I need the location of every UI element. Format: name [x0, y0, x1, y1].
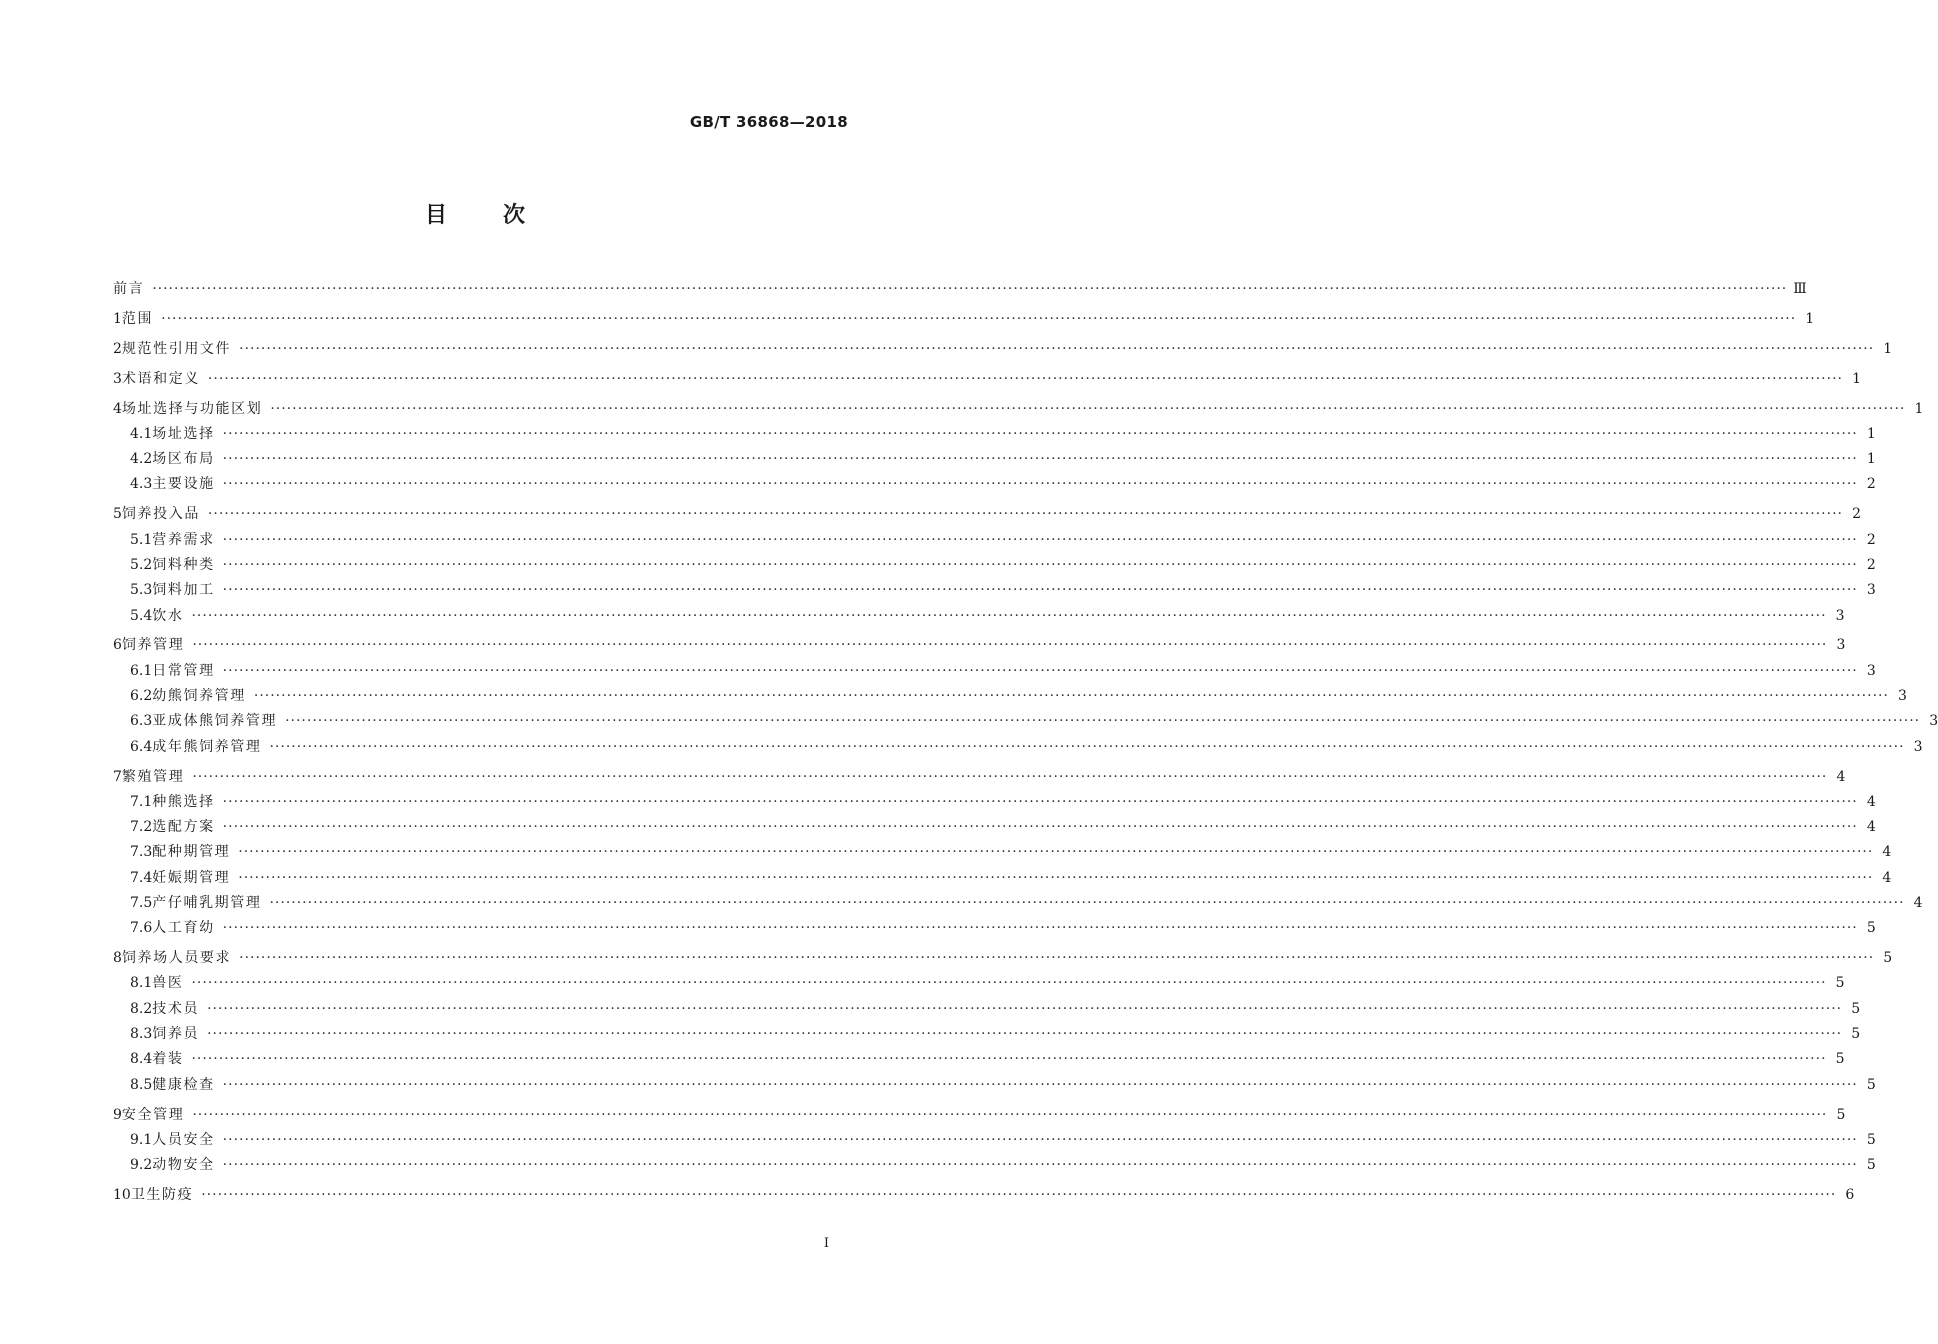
toc-entry-label: 前言 [113, 281, 145, 297]
toc-entry[interactable] [113, 947, 1893, 972]
toc-entry-number: 6.2 [130, 688, 153, 705]
toc-entry-number: 2 [113, 340, 122, 357]
dot-leader: ············································································································································································································································································································ [239, 950, 1875, 967]
toc-entry-page: 1 [1883, 340, 1893, 357]
toc-entry-page: 2 [1866, 476, 1876, 493]
toc-subentry[interactable] [113, 917, 1876, 942]
dot-leader: ············································································································································································································································································································ [270, 400, 1906, 417]
toc-subentry[interactable] [113, 423, 1876, 448]
dot-leader: ············································································································································································································································································································ [191, 607, 1827, 624]
dot-leader: ············································································································································································································································································································ [222, 662, 1858, 679]
toc-entry-page: Ⅲ [1793, 281, 1807, 297]
toc-entry-label: 术语和定义 [121, 370, 200, 387]
dot-leader: ············································································································································································································································································································ [222, 1131, 1858, 1148]
toc-entry-page: 4 [1866, 819, 1876, 836]
toc-entry-label: 安全管理 [121, 1106, 185, 1123]
toc-entry-page: 3 [1913, 738, 1923, 755]
toc-subentry[interactable] [113, 791, 1876, 816]
toc-entry-number: 8.2 [130, 1000, 153, 1017]
toc-entry-page: 1 [1805, 310, 1815, 327]
toc-entry-label: 饲料种类 [152, 556, 215, 573]
toc-entry[interactable] [113, 766, 1846, 791]
toc-entry-page: 3 [1836, 637, 1846, 654]
dot-leader: ············································································································································································································································································································ [207, 370, 1843, 387]
toc-entry-number: 7.2 [130, 819, 153, 836]
toc-entry-page: 5 [1835, 975, 1845, 992]
toc-entry-label: 饲料加工 [152, 582, 215, 599]
toc-entry-number: 5.2 [130, 556, 153, 573]
toc-entry[interactable] [113, 1184, 1855, 1209]
toc-entry-number: 8.1 [130, 975, 153, 992]
toc-subentry[interactable] [113, 736, 1923, 761]
toc-entry-label: 饲养场人员要求 [121, 950, 232, 967]
toc-entry-label: 动物安全 [152, 1157, 215, 1174]
toc-entry-number: 1 [113, 310, 122, 327]
toc-entry-label: 产仔哺乳期管理 [152, 894, 262, 911]
toc-entry-page: 2 [1866, 556, 1876, 573]
toc-entry-number: 6.4 [130, 738, 153, 755]
toc-entry[interactable] [113, 278, 1807, 303]
toc-entry-page: 4 [1866, 793, 1876, 810]
dot-leader: ············································································································································································································································································································ [222, 1157, 1858, 1174]
toc-subentry[interactable] [113, 1074, 1876, 1099]
toc-entry-label: 范围 [121, 310, 154, 327]
dot-leader: ············································································································································································································································································································ [239, 340, 1875, 357]
toc-entry-label: 妊娠期管理 [152, 869, 231, 886]
toc-entry-number: 4 [113, 400, 122, 417]
dot-leader: ············································································································································································································································································································ [285, 713, 1921, 730]
toc-entry-number: 5 [113, 506, 122, 523]
toc-entry-number: 6.1 [130, 662, 153, 679]
dot-leader: ············································································································································································································································································································ [222, 819, 1858, 836]
toc-subentry[interactable] [113, 816, 1876, 841]
toc-entry-page: 5 [1836, 1106, 1846, 1123]
toc-entry-label: 配种期管理 [152, 844, 231, 861]
dot-leader: ············································································································································································································································································································ [161, 310, 1797, 327]
toc-entry-number: 6 [113, 637, 122, 654]
dot-leader: ············································································································································································································································································································ [222, 451, 1858, 468]
toc-entry-number: 8.5 [130, 1076, 153, 1093]
dot-leader: ············································································································································································································································································································ [269, 894, 1905, 911]
toc-entry-number: 3 [113, 370, 122, 387]
toc-entry-number: 8.3 [130, 1026, 153, 1043]
dot-leader: ············································································································································································································································································································ [222, 476, 1858, 493]
dot-leader: ············································································································································································································································································································ [192, 1106, 1828, 1123]
toc-entry-number: 5.3 [130, 582, 153, 599]
dot-leader: ············································································································································································································································································································ [222, 920, 1858, 937]
toc-entry-label: 人员安全 [152, 1131, 215, 1148]
toc-entry-label: 技术员 [152, 1000, 200, 1017]
toc-entry[interactable] [113, 503, 1861, 528]
toc-entry-number: 5.4 [130, 607, 153, 624]
toc-entry-label: 着装 [152, 1051, 184, 1068]
toc-entry-page: 1 [1914, 400, 1924, 417]
toc-entry-page: 6 [1845, 1187, 1855, 1204]
toc-entry-label: 场址选择与功能区划 [121, 400, 263, 417]
toc-entry-label: 营养需求 [152, 531, 215, 548]
toc-subentry[interactable] [113, 605, 1845, 630]
toc-subentry[interactable] [113, 972, 1845, 997]
toc-entry-page: 4 [1913, 894, 1923, 911]
toc-entry-page: 5 [1883, 950, 1893, 967]
dot-leader: ············································································································································································································································································································ [207, 506, 1843, 523]
dot-leader: ············································································································································································································································································································ [222, 531, 1858, 548]
toc-entry-page: 5 [1866, 1157, 1876, 1174]
toc-entry-page: 5 [1866, 1131, 1876, 1148]
toc-entry-label: 卫生防疫 [130, 1187, 194, 1204]
toc-entry-label: 幼熊饲养管理 [152, 688, 246, 705]
toc-entry-number: 9.2 [130, 1157, 153, 1174]
toc-subentry[interactable] [113, 867, 1892, 892]
toc-entry-number: 5.1 [130, 531, 153, 548]
toc-entry-number: 7.6 [130, 920, 153, 937]
toc-subentry[interactable] [113, 841, 1892, 866]
dot-leader: ············································································································································································································································································································ [222, 556, 1858, 573]
toc-entry-number: 4.2 [130, 451, 153, 468]
dot-leader: ············································································································································································································································································································ [253, 688, 1889, 705]
toc-entry-page: 5 [1866, 920, 1876, 937]
toc-entry-page: 2 [1866, 531, 1876, 548]
toc-subentry[interactable] [113, 579, 1876, 604]
toc-entry-page: 5 [1851, 1026, 1861, 1043]
toc-entry-number: 4.1 [130, 425, 153, 442]
toc-entry-page: 5 [1851, 1000, 1861, 1017]
toc-subentry[interactable] [113, 1129, 1876, 1154]
toc-entry-number: 9 [113, 1106, 122, 1123]
toc-subentry[interactable] [113, 998, 1861, 1023]
dot-leader: ············································································································································································································································································································ [207, 1026, 1843, 1043]
toc-subentry[interactable] [113, 710, 1938, 735]
toc-entry-page: 1 [1866, 425, 1876, 442]
toc-subentry[interactable] [113, 892, 1923, 917]
toc-entry-page: 1 [1852, 370, 1861, 387]
toc-entry-number: 8.4 [130, 1051, 153, 1068]
dot-leader: ············································································································································································································································································································ [238, 869, 1874, 886]
toc-subentry[interactable] [113, 1023, 1861, 1048]
dot-leader: ············································································································································································································································································································ [191, 1051, 1827, 1068]
toc-entry-label: 规范性引用文件 [121, 340, 232, 357]
dot-leader: ············································································································································································································································································································ [222, 1076, 1858, 1093]
toc-entry-label: 健康检查 [152, 1076, 215, 1093]
toc-entry-label: 饲养管理 [121, 637, 185, 654]
table-of-contents [113, 278, 1938, 1209]
toc-entry-label: 饮水 [152, 607, 184, 624]
toc-entry-page: 1 [1866, 451, 1876, 468]
page-title: 目次 [424, 203, 581, 228]
toc-entry[interactable] [113, 634, 1846, 659]
toc-entry-label: 主要设施 [152, 476, 215, 493]
toc-entry-page: 3 [1866, 662, 1876, 679]
toc-entry-label: 饲养员 [152, 1026, 200, 1043]
toc-entry[interactable] [113, 368, 1861, 393]
toc-entry-number: 6.3 [130, 713, 153, 730]
toc-entry-number: 7.1 [130, 793, 153, 810]
toc-subentry[interactable] [113, 660, 1876, 685]
toc-entry-page: 3 [1929, 713, 1938, 730]
toc-entry-label: 兽医 [152, 975, 184, 992]
toc-entry-page: 3 [1898, 688, 1907, 705]
dot-leader: ············································································································································································································································································································ [238, 844, 1874, 861]
toc-entry-label: 繁殖管理 [121, 768, 185, 785]
dot-leader: ············································································································································································································································································································ [191, 975, 1827, 992]
toc-entry-label: 场址选择 [152, 425, 215, 442]
toc-entry-label: 场区布局 [152, 451, 215, 468]
toc-entry-label: 选配方案 [152, 819, 215, 836]
toc-entry-label: 饲养投入品 [121, 506, 200, 523]
dot-leader: ············································································································································································································································································································ [192, 637, 1828, 654]
toc-entry-page: 3 [1866, 582, 1876, 599]
toc-subentry[interactable] [113, 448, 1876, 473]
toc-subentry[interactable] [113, 1154, 1876, 1179]
toc-entry-number: 10 [113, 1187, 131, 1204]
toc-subentry[interactable] [113, 473, 1876, 498]
page-number: I [823, 1236, 829, 1251]
toc-entry[interactable] [113, 338, 1893, 363]
toc-entry-page: 4 [1882, 844, 1892, 861]
toc-entry[interactable] [113, 1104, 1846, 1129]
toc-subentry[interactable] [113, 554, 1876, 579]
dot-leader: ············································································································································································································································································································ [201, 1187, 1837, 1204]
toc-entry-page: 4 [1882, 869, 1892, 886]
dot-leader: ············································································································································································································································································································ [207, 1000, 1843, 1017]
toc-entry-label: 成年熊饲养管理 [152, 738, 262, 755]
toc-entry-number: 7.5 [130, 894, 153, 911]
dot-leader: ············································································································································································································································································································ [222, 793, 1858, 810]
toc-entry-page: 5 [1866, 1076, 1876, 1093]
toc-entry-number: 9.1 [130, 1131, 153, 1148]
toc-entry-page: 3 [1835, 607, 1845, 624]
toc-entry-number: 7 [113, 768, 122, 785]
toc-entry-label: 人工育幼 [152, 920, 215, 937]
toc-entry-number: 8 [113, 950, 122, 967]
toc-subentry[interactable] [113, 529, 1876, 554]
dot-leader: ············································································································································································································································································································ [269, 738, 1905, 755]
toc-entry-label: 亚成体熊饲养管理 [152, 713, 278, 730]
toc-entry-page: 4 [1836, 768, 1846, 785]
dot-leader: ············································································································································································································································································································ [192, 768, 1828, 785]
toc-subentry[interactable] [113, 685, 1907, 710]
toc-entry-page: 2 [1852, 506, 1861, 523]
toc-entry[interactable] [113, 398, 1924, 423]
toc-entry-label: 日常管理 [152, 662, 215, 679]
toc-entry[interactable] [113, 308, 1815, 333]
toc-subentry[interactable] [113, 1048, 1845, 1073]
dot-leader: ············································································································································································································································································································ [222, 425, 1858, 442]
toc-entry-label: 种熊选择 [152, 793, 215, 810]
toc-entry-number: 7.3 [130, 844, 153, 861]
toc-entry-number: 7.4 [130, 869, 153, 886]
toc-entry-number: 4.3 [130, 476, 153, 493]
toc-entry-page: 5 [1835, 1051, 1845, 1068]
dot-leader: ············································································································································································································································································································ [222, 582, 1858, 599]
dot-leader: ············································································································································································································································································································ [152, 281, 1788, 297]
standard-number: GB/T 36868—2018 [689, 113, 848, 131]
